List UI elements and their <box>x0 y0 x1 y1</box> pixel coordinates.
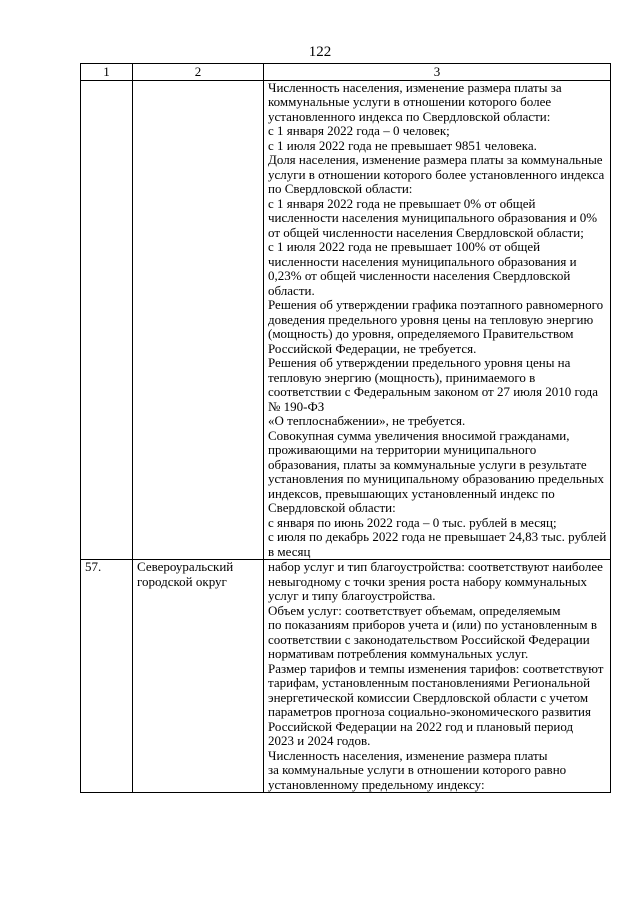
description-line: за коммунальные услуги в отношении которого равно <box>268 762 567 777</box>
table-row <box>81 560 611 793</box>
table-header-row <box>81 64 611 81</box>
description-line: невыгодному с точки зрения роста набору коммунальных <box>268 573 588 589</box>
description-line: области. <box>268 282 315 298</box>
column-header-1: 1 <box>81 64 133 81</box>
description-line: № 190-ФЗ <box>268 398 325 414</box>
description-cell <box>264 560 611 793</box>
description-line: услуг и типу благоустройства. <box>268 588 436 603</box>
description-line: по показаниям приборов учета и (или) по установленным в <box>268 617 597 632</box>
document-table <box>80 63 611 793</box>
description-line: с 1 января 2022 года не превышает 0% от общей <box>268 195 536 211</box>
description-line: с июля по декабрь 2022 года не превышает 24,83 тыс. рублей <box>268 529 607 544</box>
description-line: нормативам потребления коммунальных услуг. <box>268 646 529 661</box>
description-line: коммунальные услуги в отношении которого более <box>268 94 552 109</box>
description-line: установления по муниципальному образованию предельных <box>268 471 605 486</box>
description-line: в месяц <box>268 543 311 559</box>
description-line: установленному предельному индексу: <box>268 776 485 792</box>
description-line: численности населения муниципального образования и <box>268 253 577 269</box>
page-number: 122 <box>308 44 332 60</box>
description-line: 0,23% от общей численности населения Свердловской <box>268 268 571 283</box>
description-line: по Свердловской области: <box>268 181 413 196</box>
description-line: 2023 и 2024 годов. <box>268 733 371 748</box>
description-line: соответствии с Федеральным законом от 27 июля 2010 года <box>268 384 599 399</box>
description-line: Размер тарифов и темпы изменения тарифов: соответствуют <box>268 660 604 676</box>
description-line: «О теплоснабжении», не требуется. <box>268 413 466 428</box>
description-line: энергетической комиссии Свердловской области с учетом <box>268 689 589 705</box>
description-line: численности населения муниципального образования и 0% <box>268 210 598 225</box>
description-line: тепловую энергию (мощность), принимаемого в <box>268 369 536 385</box>
municipality-name-line: Североуральский <box>137 559 234 574</box>
description-line: услуги в отношении которого более установленного индекса <box>268 166 605 182</box>
column-header-2: 2 <box>133 64 264 81</box>
description-line: Доля населения, изменение размера платы за коммунальные <box>268 152 603 167</box>
description-line: Российской Федерации, не требуется. <box>268 340 477 356</box>
description-line: с 1 января 2022 года – 0 человек; <box>268 123 450 138</box>
row-number-cell: 57. <box>81 560 133 793</box>
description-line: параметров прогноза социально-экономического развития <box>268 704 591 719</box>
description-line: установленного индекса по Свердловской области: <box>268 108 551 124</box>
description-line: проживающими на территории муниципального <box>268 442 537 457</box>
column-header-3: 3 <box>264 64 611 81</box>
description-line: набор услуг и тип благоустройства: соответствуют наиболее <box>268 559 603 574</box>
description-line: индексов, превышающих установленный индекс по <box>268 485 555 501</box>
description-line: (мощность) до уровня, определяемого Правительством <box>268 326 574 341</box>
description-line: Решения об утверждении предельного уровня цены на <box>268 355 571 370</box>
description-line: Решения об утверждении графика поэтапного равномерного <box>268 297 604 312</box>
description-line: от общей численности населения Свердловской области; <box>268 224 584 240</box>
description-line: тарифам, установленным постановлениями Региональной <box>268 675 591 690</box>
description-line: Свердловской области: <box>268 500 396 515</box>
municipality-cell <box>133 80 264 560</box>
description-line: доведения предельного уровня цены на тепловую энергию <box>268 311 594 327</box>
description-line: Совокупная сумма увеличения вносимой гражданами, <box>268 427 570 443</box>
municipality-name-line: городской округ <box>137 573 227 589</box>
description-line: образования, платы за коммунальные услуги в результате <box>268 456 587 472</box>
description-line: Численность населения, изменение размера платы <box>268 747 548 763</box>
description-line: с 1 июля 2022 года не превышает 100% от общей <box>268 239 541 254</box>
description-line: с января по июнь 2022 года – 0 тыс. рублей в месяц; <box>268 514 557 530</box>
table-row <box>81 80 611 560</box>
municipality-cell <box>133 560 264 793</box>
description-line: с 1 июля 2022 года не превышает 9851 человека. <box>268 137 537 153</box>
description-line: соответствии с законодательством Российской Федерации <box>268 631 590 647</box>
description-line: Численность населения, изменение размера платы за <box>268 79 562 95</box>
description-line: Российской Федерации на 2022 год и плановый период <box>268 718 574 734</box>
description-line: Объем услуг: соответствует объемам, определяемым <box>268 602 561 618</box>
row-number-cell <box>81 80 133 560</box>
description-cell <box>264 80 611 560</box>
